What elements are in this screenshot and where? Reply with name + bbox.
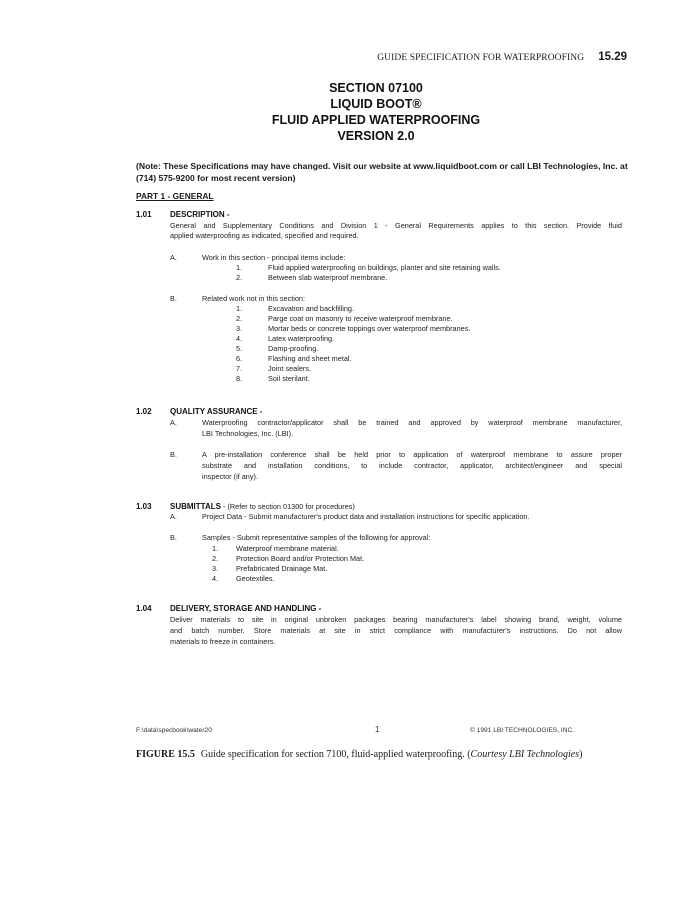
delivery-line-3: materials to freeze in containers. bbox=[170, 637, 276, 646]
item-a-text: Work in this section - principal items include: bbox=[202, 253, 346, 262]
list-item-text: Parge coat on masonry to receive waterproof membrane. bbox=[268, 314, 453, 323]
section-number-1-03: 1.03 bbox=[136, 502, 152, 511]
list-item-number: 1. bbox=[212, 544, 219, 553]
product-name: LIQUID BOOT® bbox=[330, 97, 422, 111]
sub-item-a-label: A. bbox=[170, 512, 177, 521]
caption-close: ) bbox=[579, 749, 583, 760]
delivery-line-1: Deliver materials to site in original unbroken packages bearing manufacturer's label showing brand, weight, volume bbox=[170, 615, 622, 624]
qa-item-b-line-1: A pre-installation conference shall be held prior to application of waterproof membrane to assure proper bbox=[202, 450, 622, 459]
list-item-number: 8. bbox=[236, 374, 243, 383]
submittals-reference: - (Refer to section 01300 for procedures) bbox=[220, 502, 355, 511]
description-line-2: applied waterproofing as indicated, specified and required. bbox=[170, 231, 359, 240]
item-b-text: Related work not in this section: bbox=[202, 294, 306, 303]
list-item-text: Excavation and backfilling. bbox=[268, 304, 354, 313]
list-item-number: 1. bbox=[236, 304, 243, 313]
section-number-1-04: 1.04 bbox=[136, 604, 152, 613]
list-item-number: 3. bbox=[212, 564, 219, 573]
qa-item-a-label: A. bbox=[170, 418, 177, 427]
delivery-line-2: and batch number. Store materials at site in strict compliance with manufacturer's instructions. Do not allow bbox=[170, 626, 622, 635]
list-item-text: Waterproof membrane material. bbox=[236, 544, 339, 553]
page-number: 15.29 bbox=[598, 51, 627, 63]
caption-credit: Courtesy LBI Technologies bbox=[470, 749, 580, 760]
description-line-1: General and Supplementary Conditions and Division 1 - General Requirements applies to this section. Provide fluid bbox=[170, 221, 622, 230]
sub-item-b-label: B. bbox=[170, 533, 177, 542]
list-item-number: 1. bbox=[236, 263, 243, 272]
version: VERSION 2.0 bbox=[337, 129, 415, 143]
running-head-title: GUIDE SPECIFICATION FOR WATERPROOFING bbox=[377, 53, 585, 63]
list-item-number: 4. bbox=[236, 334, 243, 343]
item-b-label: B. bbox=[170, 294, 177, 303]
section-number: SECTION 07100 bbox=[329, 81, 423, 95]
list-item-number: 4. bbox=[212, 574, 219, 583]
list-item-number: 3. bbox=[236, 324, 243, 333]
list-item-number: 2. bbox=[236, 273, 243, 282]
qa-item-b-line-2: substrate and installation conditions, to include contractor, applicator, architect/engineer and special bbox=[202, 461, 622, 470]
submittals-title: SUBMITTALS bbox=[170, 502, 221, 511]
figure-label: FIGURE 15.5 bbox=[136, 749, 195, 760]
list-item-text: Flashing and sheet metal. bbox=[268, 354, 352, 363]
qa-item-a-line-2: LBI Technologies, Inc. (LBI). bbox=[202, 429, 294, 438]
sub-item-b-text: Samples - Submit representative samples of the following for approval: bbox=[202, 533, 431, 542]
specification-note: (Note: These Specifications may have changed. Visit our website at www.liquidboot.com or call LBI Technologies, Inc. at (714) 575-9200 for most recent version) bbox=[136, 161, 628, 183]
part-title: PART 1 - GENERAL bbox=[136, 191, 214, 201]
list-item-text: Soil sterilant. bbox=[268, 374, 310, 383]
qa-item-b-line-3: inspector (if any). bbox=[202, 472, 258, 481]
submittals-heading bbox=[170, 502, 355, 513]
list-item-text: Prefabricated Drainage Mat. bbox=[236, 564, 328, 573]
section-heading bbox=[0, 80, 675, 144]
file-path: F:\data\specbook\water20 bbox=[136, 727, 212, 734]
item-a-label: A. bbox=[170, 253, 177, 262]
list-item-text: Geotextiles. bbox=[236, 574, 275, 583]
section-number-1-01: 1.01 bbox=[136, 210, 152, 219]
list-item-text: Latex waterproofing. bbox=[268, 334, 335, 343]
list-item-text: Joint sealers. bbox=[268, 364, 311, 373]
section-title: FLUID APPLIED WATERPROOFING bbox=[271, 113, 481, 127]
caption-text: Guide specification for section 7100, fluid-applied waterproofing. ( bbox=[200, 749, 471, 760]
list-item-number: 2. bbox=[212, 554, 219, 563]
qa-item-a-line-1: Waterproofing contractor/applicator shall be trained and approved by waterproof membrane manufacturer, bbox=[202, 418, 622, 427]
qa-item-b-label: B. bbox=[170, 450, 177, 459]
list-item-number: 6. bbox=[236, 354, 243, 363]
quality-assurance-heading: QUALITY ASSURANCE - bbox=[170, 407, 263, 416]
list-item-text: Between slab waterproof membrane. bbox=[268, 273, 388, 282]
list-item-text: Mortar beds or concrete toppings over waterproof membranes. bbox=[268, 324, 471, 333]
section-number-1-02: 1.02 bbox=[136, 407, 152, 416]
figure-caption bbox=[136, 749, 582, 760]
list-item-text: Fluid applied waterproofing on buildings, planter and site retaining walls. bbox=[268, 263, 501, 272]
list-item-text: Protection Board and/or Protection Mat. bbox=[236, 554, 365, 563]
list-item-number: 2. bbox=[236, 314, 243, 323]
list-item-text: Damp-proofing. bbox=[268, 344, 319, 353]
description-heading: DESCRIPTION - bbox=[170, 210, 230, 219]
list-item-number: 7. bbox=[236, 364, 243, 373]
running-head bbox=[0, 47, 627, 65]
footer-page-number: 1 bbox=[375, 725, 380, 734]
sub-item-a-text: Project Data - Submit manufacturer's product data and installation instructions for specific application. bbox=[202, 512, 530, 521]
delivery-heading: DELIVERY, STORAGE AND HANDLING - bbox=[170, 604, 322, 613]
list-item-number: 5. bbox=[236, 344, 243, 353]
copyright: © 1991 LBI TECHNOLOGIES, INC. bbox=[470, 727, 575, 734]
